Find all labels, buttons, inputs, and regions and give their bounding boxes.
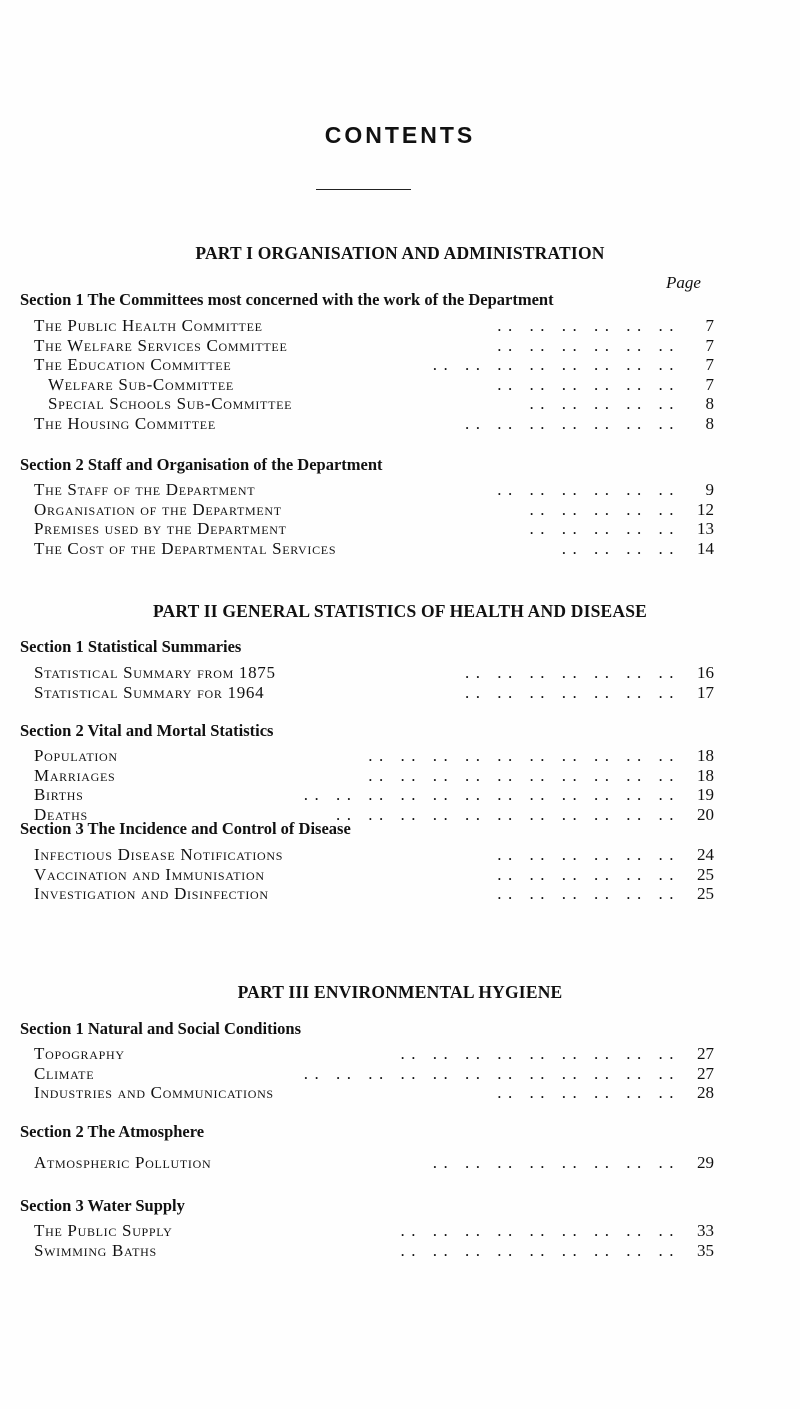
- part-2-section-3-entries: [34, 845, 714, 904]
- toc-entry-label: The Public Supply: [34, 1221, 173, 1240]
- dot-leader: .. .. .. .. .. .. .. .. ..: [400, 1221, 680, 1240]
- toc-entry[interactable]: [34, 865, 714, 885]
- toc-entry-page: 18: [697, 765, 714, 785]
- toc-entry-page: 24: [697, 845, 714, 864]
- toc-entry-page: 33: [697, 1221, 714, 1240]
- dot-leader: .. .. .. .. .. .. .. .. .. .. .. ..: [303, 1063, 680, 1083]
- toc-entry[interactable]: [34, 766, 714, 786]
- dot-leader: .. .. .. .. .. .. ..: [465, 663, 680, 682]
- toc-entry-label: The Housing Committee: [34, 413, 216, 433]
- toc-entry[interactable]: [34, 1221, 714, 1241]
- dot-leader: .. .. .. .. .. ..: [497, 316, 680, 335]
- toc-entry-label: Deaths: [34, 804, 88, 824]
- part-2-section-2-heading: Section 2 Vital and Mortal Statistics: [20, 721, 274, 740]
- toc-entry-page: 25: [697, 884, 714, 904]
- toc-entry-label: The Education Committee: [34, 355, 232, 375]
- page-column-heading: Page: [666, 273, 701, 292]
- toc-entry[interactable]: [34, 1241, 714, 1261]
- toc-entry-page: 35: [697, 1240, 714, 1260]
- toc-entry-label: Industries and Communications: [34, 1083, 274, 1103]
- toc-entry-page: 17: [697, 682, 714, 702]
- toc-entry[interactable]: [34, 519, 714, 539]
- toc-entry-label: Premises used by the Department: [34, 519, 287, 539]
- dot-leader: .. .. .. .. .. .. .. .. .. ..: [368, 765, 680, 785]
- toc-entry[interactable]: [34, 1153, 714, 1173]
- toc-entry-label: Statistical Summary for 1964: [34, 682, 265, 702]
- toc-entry-page: 20: [697, 804, 714, 824]
- toc-entry-page: 12: [697, 499, 714, 519]
- toc-entry-page: 28: [697, 1083, 714, 1103]
- toc-entry-page: 13: [697, 519, 714, 539]
- toc-entry[interactable]: [34, 355, 714, 375]
- dot-leader: .. .. .. .. .. .. .. ..: [432, 1153, 680, 1172]
- part-1-heading: PART I ORGANISATION AND ADMINISTRATION: [195, 243, 605, 263]
- toc-entry-label: Climate: [34, 1063, 95, 1083]
- dot-leader: .. .. .. .. .. ..: [497, 864, 680, 884]
- toc-entry-label: Special Schools Sub-Committee: [48, 394, 293, 414]
- toc-entry[interactable]: [34, 394, 714, 414]
- toc-entry-label: Atmospheric Pollution: [34, 1153, 212, 1172]
- dot-leader: .. .. .. .. ..: [529, 519, 680, 539]
- dot-leader: .. .. .. .. .. .. .. .. .. ..: [368, 746, 680, 765]
- dot-leader: .. .. .. .. .. ..: [497, 335, 680, 355]
- toc-entry-page: 29: [697, 1153, 714, 1172]
- toc-entry-label: Vaccination and Immunisation: [34, 864, 265, 884]
- dot-leader: .. .. .. .. .. ..: [497, 480, 680, 499]
- toc-entry-page: 7: [705, 316, 714, 335]
- part-2-section-3-heading: Section 3 The Incidence and Control of Disease: [20, 819, 351, 838]
- toc-entry-page: 7: [705, 355, 714, 375]
- toc-entry-label: Organisation of the Department: [34, 499, 282, 519]
- toc-entry[interactable]: [34, 1083, 714, 1103]
- toc-entry-label: The Welfare Services Committee: [34, 335, 288, 355]
- toc-entry-label: Welfare Sub-Committee: [48, 374, 234, 394]
- toc-entry[interactable]: [34, 480, 714, 500]
- toc-entry[interactable]: [34, 663, 714, 683]
- dot-leader: .. .. .. .. .. .. .. .. ..: [400, 1044, 680, 1063]
- toc-entry-page: 8: [705, 394, 714, 414]
- dot-leader: .. .. .. .. ..: [529, 499, 680, 519]
- part-2-section-1-entries: [34, 663, 714, 702]
- toc-entry[interactable]: [34, 414, 714, 434]
- dot-leader: .. .. .. .. .. .. ..: [465, 682, 680, 702]
- toc-entry-page: 19: [697, 785, 714, 805]
- toc-entry[interactable]: [34, 539, 714, 559]
- part-3-section-2-entries: [34, 1153, 714, 1173]
- part-3-section-3-heading: Section 3 Water Supply: [20, 1196, 185, 1215]
- dot-leader: .. .. .. .. .. .. .. .. .. .. ..: [336, 804, 680, 824]
- part-2-section-2-entries: [34, 746, 714, 824]
- part-3-section-1-entries: [34, 1044, 714, 1103]
- toc-entry-page: 16: [697, 663, 714, 682]
- toc-entry-label: Infectious Disease Notifications: [34, 845, 284, 864]
- toc-entry[interactable]: [34, 683, 714, 703]
- part-1-section-2-entries: [34, 480, 714, 558]
- dot-leader: .. .. .. .. .. .. .. .. .. .. .. ..: [303, 785, 680, 805]
- toc-entry[interactable]: [34, 500, 714, 520]
- toc-entry[interactable]: [34, 845, 714, 865]
- part-1-section-1-entries: [34, 316, 714, 434]
- part-3-section-1-heading: Section 1 Natural and Social Conditions: [20, 1019, 301, 1038]
- part-2-section-1-heading: Section 1 Statistical Summaries: [20, 637, 242, 656]
- toc-entry[interactable]: [34, 336, 714, 356]
- part-2-heading: PART II GENERAL STATISTICS OF HEALTH AND DISEASE: [152, 601, 648, 621]
- toc-entry-label: The Cost of the Departmental Services: [34, 538, 337, 558]
- toc-entry-page: 7: [705, 335, 714, 355]
- toc-entry[interactable]: [34, 375, 714, 395]
- toc-entry-page: 7: [705, 374, 714, 394]
- title-divider: [316, 189, 411, 190]
- toc-entry-page: 14: [697, 538, 714, 558]
- page-title: CONTENTS: [324, 122, 476, 148]
- toc-entry-page: 25: [697, 864, 714, 884]
- dot-leader: .. .. .. .. .. ..: [497, 374, 680, 394]
- dot-leader: .. .. .. .. .. ..: [497, 884, 680, 904]
- dot-leader: .. .. .. .. .. .. .. .. ..: [400, 1240, 680, 1260]
- toc-entry-page: 8: [705, 413, 714, 433]
- toc-entry-page: 9: [705, 480, 714, 499]
- toc-entry-page: 18: [697, 746, 714, 765]
- toc-entry-label: Topography: [34, 1044, 125, 1063]
- dot-leader: .. .. .. ..: [561, 538, 680, 558]
- toc-entry[interactable]: [34, 884, 714, 904]
- toc-entry-page: 27: [697, 1063, 714, 1083]
- dot-leader: .. .. .. .. .. ..: [497, 1083, 680, 1103]
- dot-leader: .. .. .. .. ..: [529, 394, 680, 414]
- dot-leader: .. .. .. .. .. .. .. ..: [432, 355, 680, 375]
- toc-entry-label: Swimming Baths: [34, 1240, 157, 1260]
- toc-entry-page: 27: [697, 1044, 714, 1063]
- toc-entry[interactable]: [34, 316, 714, 336]
- toc-entry-label: The Staff of the Department: [34, 480, 256, 499]
- part-3-heading: PART III ENVIRONMENTAL HYGIENE: [237, 982, 563, 1002]
- toc-entry-label: Investigation and Disinfection: [34, 884, 269, 904]
- toc-entry-label: Marriages: [34, 765, 116, 785]
- part-3-section-3-entries: [34, 1221, 714, 1260]
- toc-entry[interactable]: [34, 746, 714, 766]
- toc-entry[interactable]: [34, 1044, 714, 1064]
- toc-entry-label: The Public Health Committee: [34, 316, 263, 335]
- toc-entry-label: Births: [34, 785, 84, 805]
- part-1-section-2-heading: Section 2 Staff and Organisation of the Department: [20, 455, 383, 474]
- toc-entry-label: Statistical Summary from 1875: [34, 663, 276, 682]
- toc-entry-label: Population: [34, 746, 118, 765]
- toc-entry[interactable]: [34, 785, 714, 805]
- toc-entry[interactable]: [34, 1064, 714, 1084]
- dot-leader: .. .. .. .. .. ..: [497, 845, 680, 864]
- dot-leader: .. .. .. .. .. .. ..: [465, 413, 680, 433]
- part-3-section-2-heading: Section 2 The Atmosphere: [20, 1122, 205, 1141]
- part-1-section-1-heading: Section 1 The Committees most concerned with the work of the Department: [20, 290, 554, 309]
